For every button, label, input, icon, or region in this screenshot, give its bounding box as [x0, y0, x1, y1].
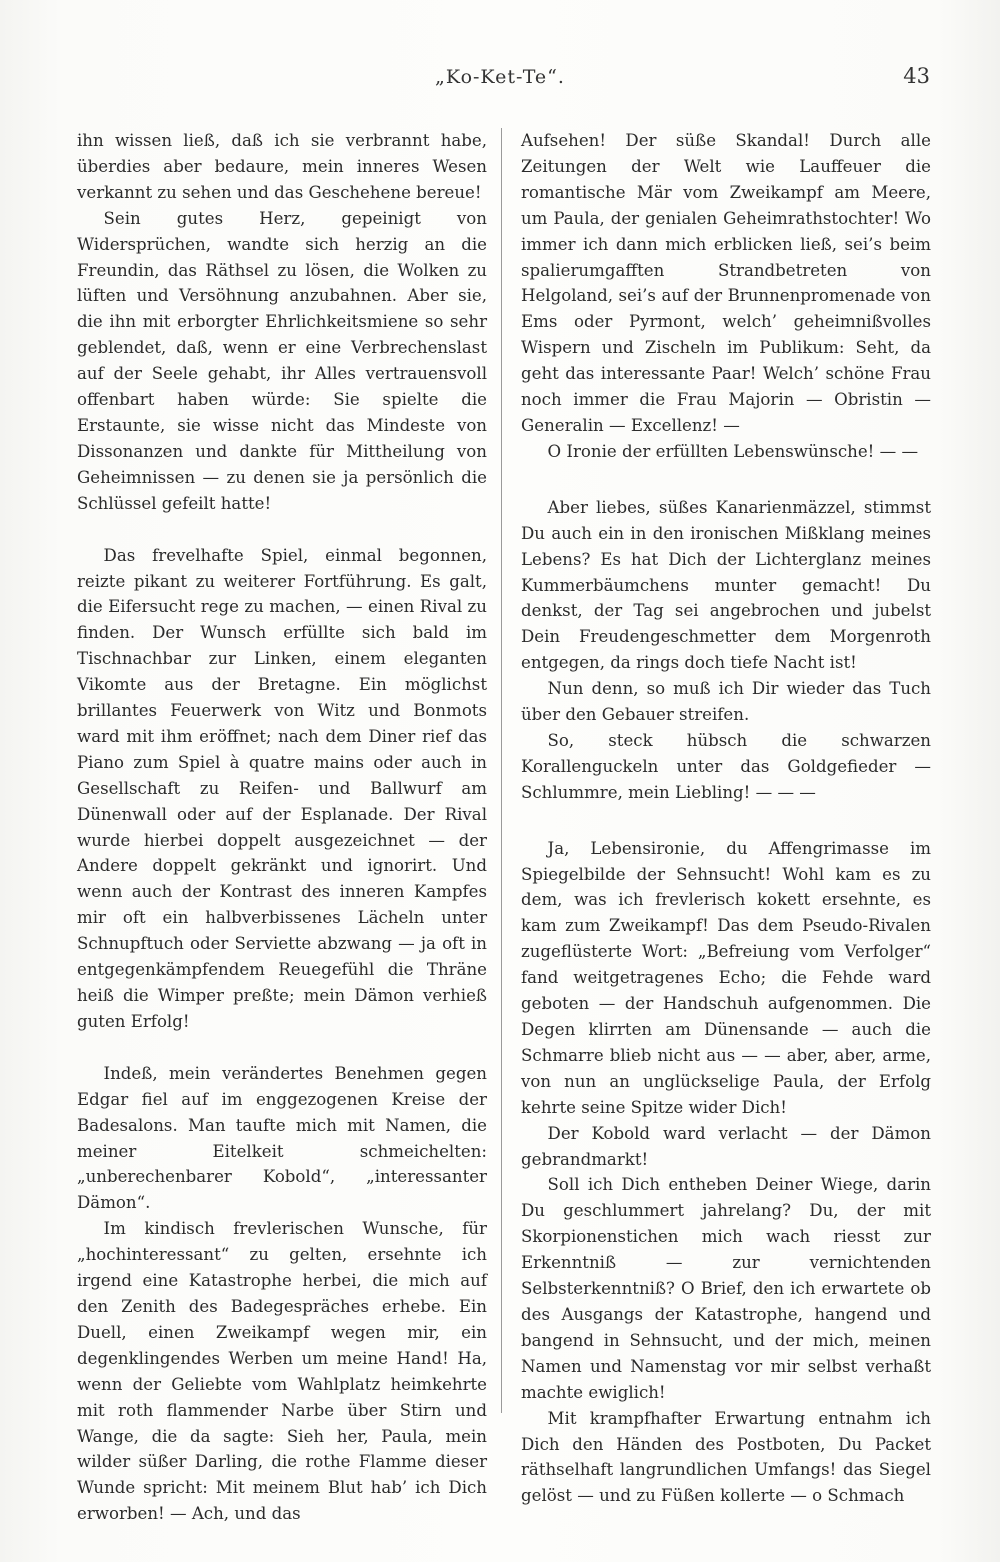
paragraph: Sein gutes Herz, gepeinigt von Widersprüchen, wandte sich herzig an die Freundin, das Räthsel zu lösen, die Wolken zu lüften und Versöhnung anzubahnen. Aber sie, die ihn mit erborgter Ehrlichkeitsmiene so sehr geblendet, daß, wenn er eine Verbrechenslast auf der Seele gehabt, ihr Alles vertrauensvoll offenbart haben würde: Sie spielte die Erstaunte, sie wisse nicht das Mindeste von Dissonanzen und dankte für Mittheilung von Geheimnissen — zu denen sie ja persönlich die Schlüssel gefeilt hatte! [77, 208, 487, 513]
paragraph: Indeß, mein verändertes Benehmen gegen Edgar fiel auf im enggezogenen Kreise der Badesalons. Man taufte mich mit Namen, die meiner Eitelkeit schmeichelten: „unberechenbarer Kobold“, „interessanter Dämon“. [77, 1063, 487, 1213]
paragraph: Soll ich Dich entheben Deiner Wiege, darin Du geschlummert jahrelang? Du, der mit Skorpionenstichen mich wach riesst zur Erkenntniß — zur vernichtenden Selbsterkenntniß? O Brief, den ich erwartete ob des Ausgangs der Katastrophe, hangend und bangend in Sehnsucht, und der mich, meinen Namen und Namenstag vor mir selbst verhaßt machte ewiglich! [521, 1175, 931, 1402]
column-divider [501, 128, 502, 1413]
paragraph: Ja, Lebensironie, du Affengrimasse im Spiegelbilde der Sehnsucht! Wohl kam es zu dem, was ich frevlerisch kokett ersehnte, es kam zum Zweikampf! Das dem Pseudo-Rivalen zugeflüsterte Wort: „Befreiung vom Verfolger“ fand weitgetragenes Echo; die Fehde ward geboten — der Handschuh aufgenommen. Die Degen klirrten am Dünensande — auch die Schmarre blieb nicht aus — — aber, aber, arme, von nun an unglückselige Paula, der Erfolg kehrte seine Spitze wider Dich! [521, 838, 931, 1117]
paragraph: Das frevelhafte Spiel, einmal begonnen, reizte pikant zu weiterer Fortführung. Es galt, die Eifersucht rege zu machen, — einen Rival zu finden. Der Wunsch erfüllte sich bald im Tischnachbar zur Linken, einem eleganten Vikomte aus der Bretagne. Ein möglichst brillantes Feuerwerk von Witz und Bonmots ward mit ihm eröffnet; nach dem Diner rief das Piano zum Spiel à quatre mains oder auch in Gesellschaft zu Reifen- und Ballwurf am Dünenwall oder auf der Esplanade. Der Rival wurde hierbei doppelt ausgezeichnet — der Andere doppelt gekränkt und ignorirt. Und wenn auch der Kontrast des inneren Kampfes mir oft ein halbverbissenes Lächeln unter Schnupftuch oder Serviette abzwang — ja oft in entgegenkämpfendem Reuegefühl die Thräne heiß die Wimper preßte; mein Dämon verhieß guten Erfolg! [77, 545, 487, 1031]
paragraph: Der Kobold ward verlacht — der Dämon gebrandmarkt! [521, 1123, 931, 1169]
paragraph: Mit krampfhafter Erwartung entnahm ich Dich den Händen des Postboten, Du Packet räthselhaft langrundlichen Umfangs! das Siegel gelöst — und zu Füßen kollerte — o Schmach [521, 1408, 931, 1506]
paragraph: Nun denn, so muß ich Dir wieder das Tuch über den Gebauer streifen. [521, 679, 931, 725]
running-title: „Ko-Ket-Te“. [435, 66, 565, 88]
paragraph: ihn wissen ließ, daß ich sie verbrannt habe, überdies aber bedaure, mein inneres Wesen verkannt zu sehen und das Geschehene bereue! [77, 131, 487, 202]
paragraph: Aufsehen! Der süße Skandal! Durch alle Zeitungen der Welt wie Lauffeuer die romantische Mär vom Zweikampf am Meere, um Paula, der genialen Geheimrathstochter! Wo immer ich dann mich erblicken ließ, sei’s beim spalierumgafften Strandbetreten von Helgoland, sei’s auf der Brunnenpromenade von Ems oder Pyrmont, welch’ geheimnißvolles Wispern und Zischeln im Publikum: Seht, da geht das interessante Paar! Welch’ schöne Frau noch immer die Frau Majorin — Obristin — Generalin — Excellenz! — [521, 131, 931, 435]
page-number: 43 [903, 64, 930, 88]
paragraph: Aber liebes, süßes Kanarienmäzzel, stimmst Du auch ein in den ironischen Mißklang meines Lebens? Es hat Dich der Lichterglanz meines Kummerbäumchens munter gemacht! Du denkst, der Tag sei angebrochen und jubelst Dein Freudengeschmetter dem Morgenroth entgegen, da rings doch tiefe Nacht ist! [521, 497, 931, 673]
paragraph: So, steck hübsch die schwarzen Korallenguckeln unter das Goldgefieder — Schlummre, mein Liebling! — — — [521, 730, 931, 802]
paragraph: O Ironie der erfüllten Lebenswünsche! — — [547, 441, 919, 461]
paragraph: Im kindisch frevlerischen Wunsche, für „hochinteressant“ zu gelten, ersehnte ich irgend eine Katastrophe herbei, die mich auf den Zenith des Badegespräches erhebe. Ein Duell, einen Zweikampf wegen mir, ein degenklingendes Werben um meine Hand! Ha, wenn der Geliebte vom Wahlplatz heimkehrte mit roth flammender Narbe über Stirn und Wange, die da sagte: Sieh her, Paula, mein wilder süßer Darling, die rothe Flamme dieser Wunde spricht: Mit meinem Blut hab’ ich Dich erworben! — Ach, und das [77, 1219, 487, 1524]
right-column [521, 128, 931, 1506]
left-column [77, 128, 487, 1524]
